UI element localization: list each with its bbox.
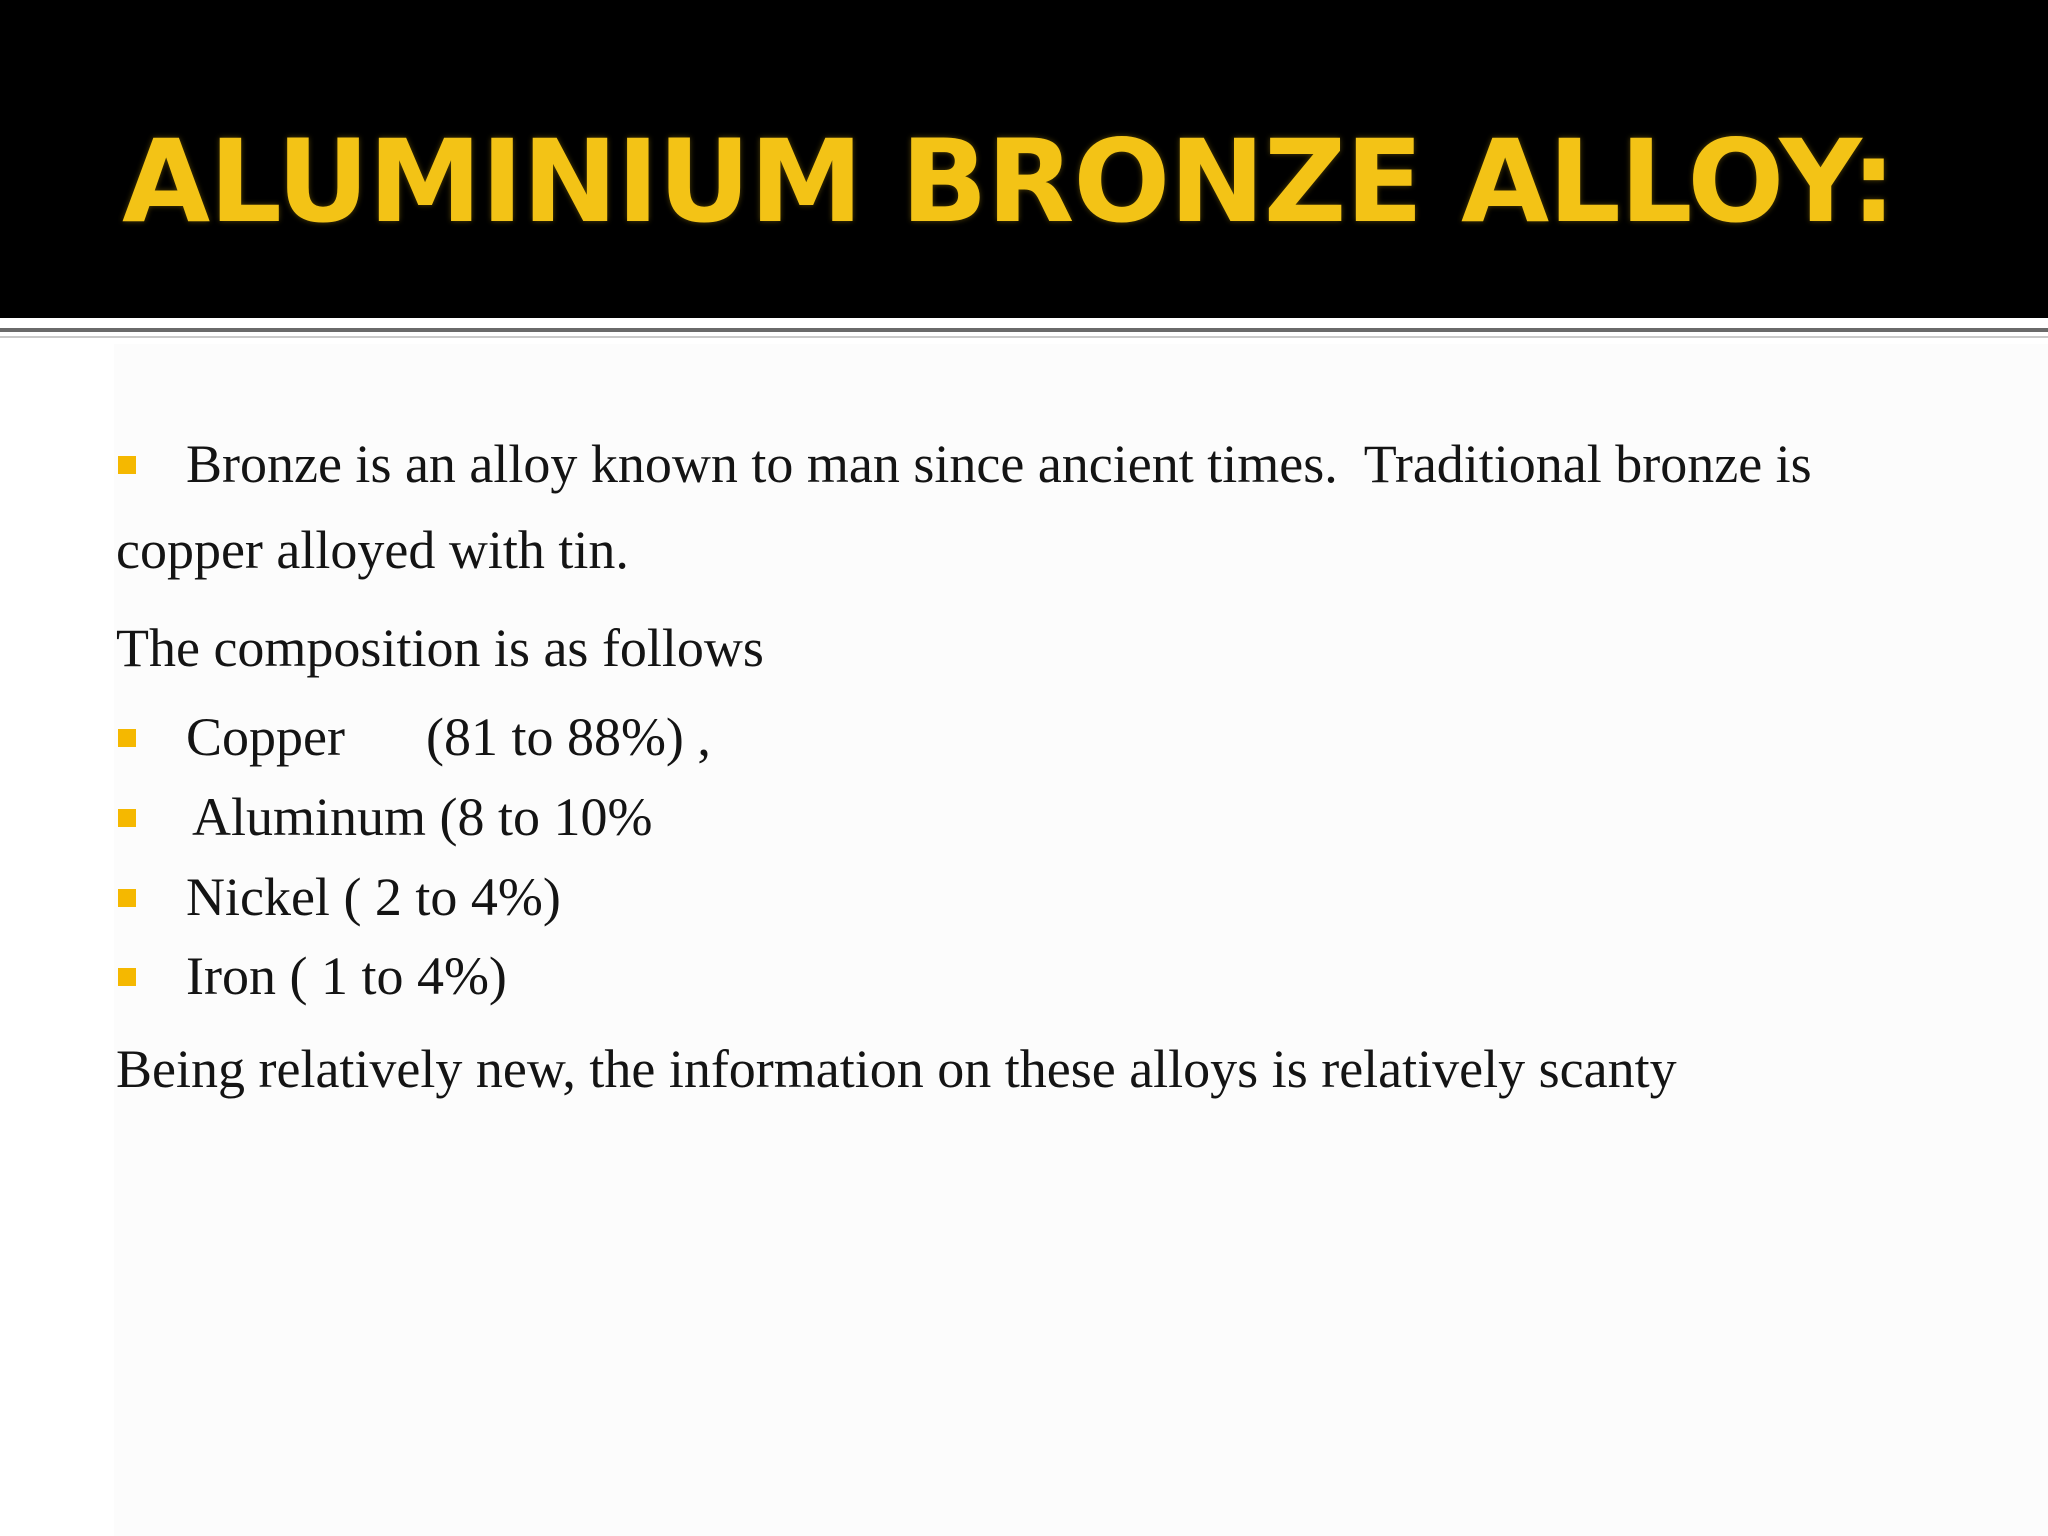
composition-item-iron: Iron ( 1 to 4%) <box>186 946 507 1006</box>
bullet-marker <box>118 968 136 986</box>
bullet-marker <box>118 456 136 474</box>
closing-text: Being relatively new, the information on these alloys is relatively scanty <box>116 1039 1677 1099</box>
bullet-marker <box>118 729 136 747</box>
title-divider-thin <box>0 336 2048 338</box>
composition-heading: The composition is as follows <box>116 618 764 678</box>
bullet-marker <box>118 889 136 907</box>
title-divider <box>0 328 2048 332</box>
composition-item-nickel: Nickel ( 2 to 4%) <box>186 867 561 927</box>
intro-bullet-text: Bronze is an alloy known to man since ancient times. Traditional bronze is <box>186 434 1812 494</box>
composition-item-copper: Copper (81 to 88%) , <box>186 707 711 767</box>
slide-title: ALUMINIUM BRONZE ALLOY: <box>122 115 1896 248</box>
title-band <box>0 0 2048 318</box>
bullet-marker <box>118 809 136 827</box>
composition-item-aluminum: Aluminum (8 to 10% <box>192 787 653 847</box>
intro-continuation-text: copper alloyed with tin. <box>116 520 629 580</box>
